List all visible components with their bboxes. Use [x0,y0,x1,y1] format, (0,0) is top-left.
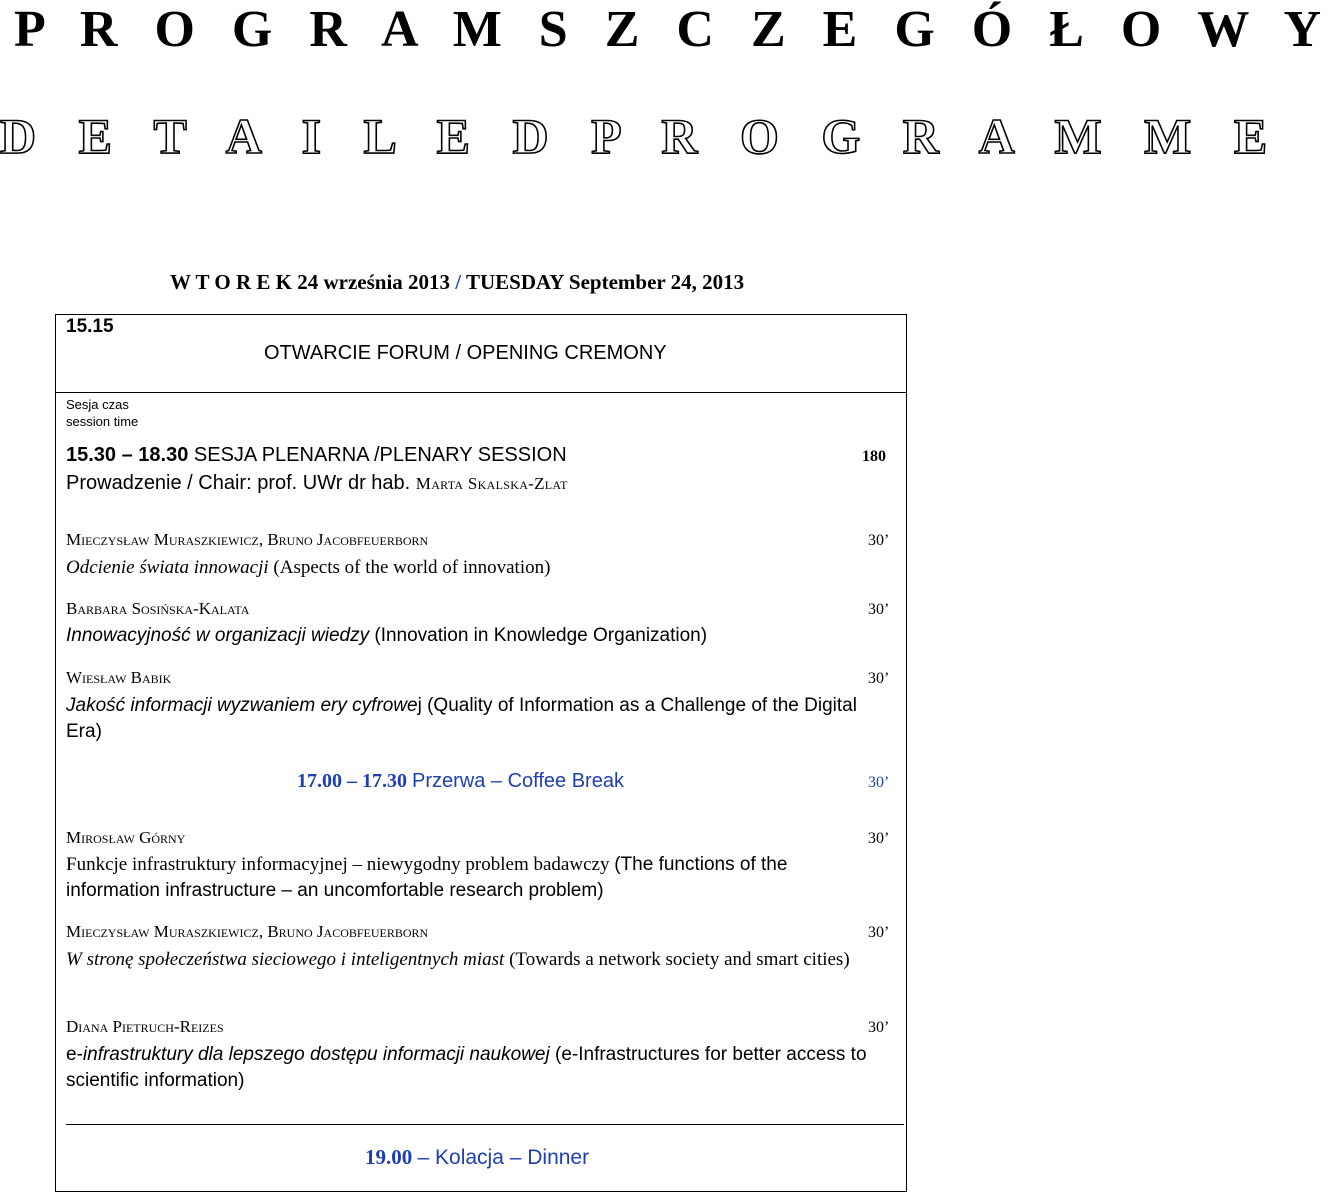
talk-title [66,623,886,649]
talk-title-pl: Funkcje infrastruktury informacyjnej – niewygodny problem badawczy [66,854,610,875]
talk-title [66,1042,886,1094]
day-polish: W T O R E K 24 września 2013 [170,270,451,294]
session-heading [66,444,567,467]
talk-title-pl: Innowacyjność w organizacji wiedzy [66,625,370,646]
coffee-break [297,770,624,793]
talk-title-en: (The functions of the information infrastructure – an uncomfortable research problem) [66,854,788,901]
talk-author: Mieczysław Muraszkiewicz, Bruno Jacobfeuerborn [66,530,429,549]
page-subtitle: D E T A I L E D P R O G R A M M E [0,108,1283,164]
talk-minutes: 30’ [868,601,890,618]
talk-title-pl: Jakość informacji wyzwaniem ery cyfrowe [66,695,418,716]
talk-title-pl: Odcienie świata innowacji [66,557,269,578]
opening-time: 15.15 [66,316,114,337]
talk-author: Wiesław Babik [66,668,172,687]
talk-author: Diana Pietruch-Reizes [66,1017,224,1036]
row-divider [55,392,907,393]
day-english: TUESDAY September 24, 2013 [466,270,745,294]
talk-title-pl: W stronę społeczeństwa sieciowego i inteligentnych miast [66,949,505,970]
talk-author: Mieczysław Muraszkiewicz, Bruno Jacobfeuerborn [66,922,429,941]
break-minutes: 30’ [868,774,890,791]
talk-title-pl-prefix: e- [66,1044,83,1065]
session-time-label: Sesja czas session time [66,397,139,429]
talk-title [66,852,886,904]
opening-title: OTWARCIE FORUM / OPENING CREMONY [264,342,667,364]
talk-author: Barbara Sosińska-Kalata [66,599,250,618]
talk-minutes: 30’ [868,1019,890,1036]
chair-prefix: Prowadzenie / Chair: prof. UWr dr hab. [66,472,411,494]
talk-title-pl: infrastruktury dla lepszego dostępu informacji naukowej [82,1044,550,1065]
talk-title-en: (Aspects of the world of innovation) [273,557,551,578]
talk-title [66,693,886,745]
page-title: P R O G R A M S Z C Z E G Ó Ł O W Y [14,1,1333,58]
talk-title-en: (Towards a network society and smart cities) [509,949,850,970]
session-title: SESJA PLENARNA /PLENARY SESSION [193,444,567,466]
talk-minutes: 30’ [868,670,890,687]
break-label: Przerwa – Coffee Break [412,770,624,792]
talk-author: Mirosław Górny [66,828,186,847]
session-chair [66,472,568,495]
talk-title-en: (Innovation in Knowledge Organization) [374,625,708,646]
session-time: 15.30 – 18.30 [66,444,189,466]
break-time: 17.00 – 17.30 [297,770,407,792]
session-duration: 180 [862,448,886,465]
dinner-divider [66,1124,904,1125]
day-heading [170,268,744,296]
talk-title [66,947,886,973]
day-separator: / [455,270,462,294]
dinner [365,1145,589,1170]
talk-minutes: 30’ [868,830,890,847]
dinner-time: 19.00 [365,1145,413,1169]
chair-name: Marta Skalska-Zlat [415,474,568,493]
talk-minutes: 30’ [868,924,890,941]
talk-title-en: j (Quality of Information as a Challenge of the Digital Era) [66,695,857,742]
dinner-label: – Kolacja – Dinner [417,1146,590,1169]
talk-minutes: 30’ [868,532,890,549]
talk-title [66,555,886,581]
talk-title-en: (e-Infrastructures for better access to scientific information) [66,1044,867,1091]
